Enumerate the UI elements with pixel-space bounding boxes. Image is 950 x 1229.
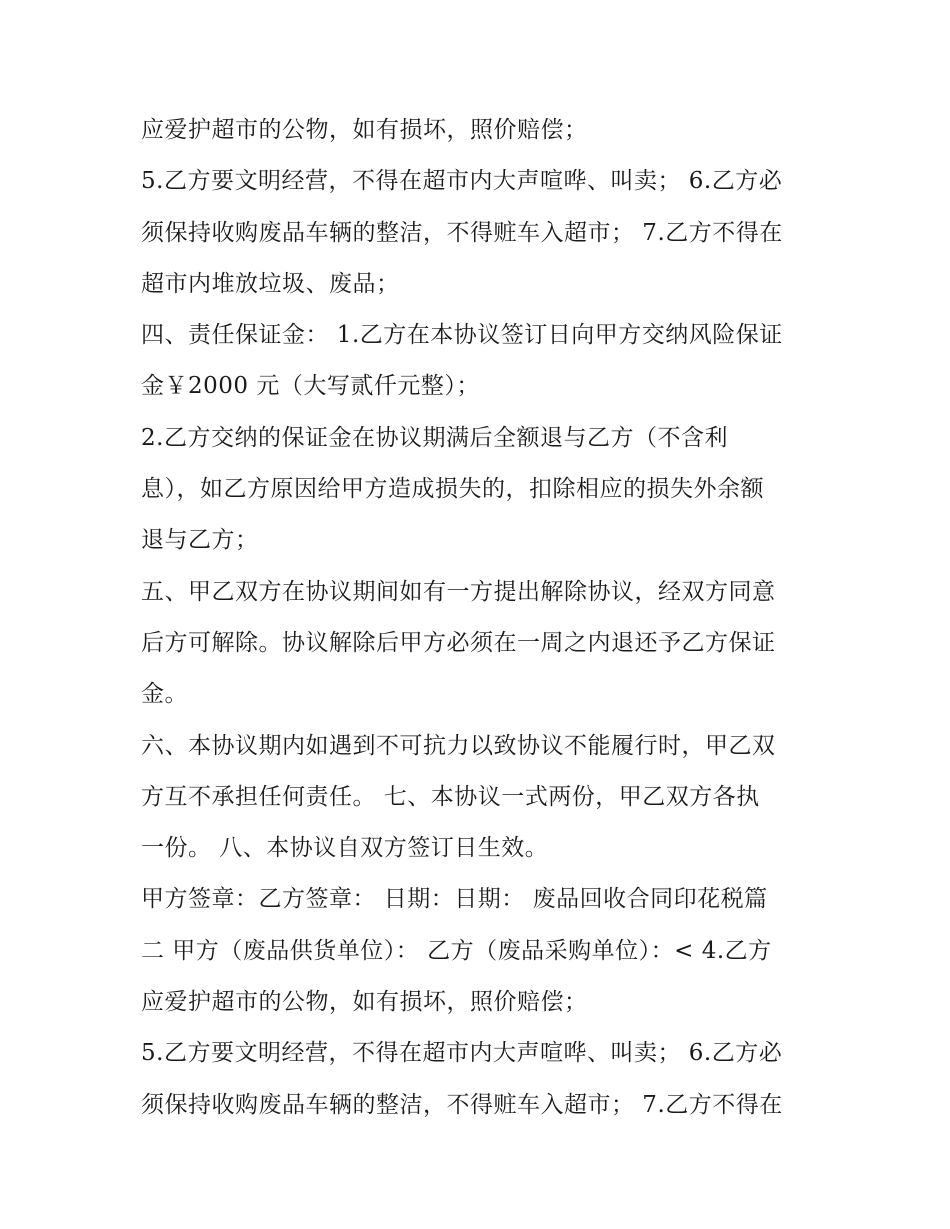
- text-line: 超市内堆放垃圾、废品；: [141, 270, 400, 297]
- text-line: 二 甲方（废品供货单位）： 乙方（废品采购单位）：< 4.乙方: [141, 937, 772, 964]
- text-line: 方互不承担任何责任。 七、本协议一式两份，甲乙双方各执: [141, 783, 760, 810]
- text-line: 金￥2000 元（大写贰仟元整）；: [141, 373, 480, 400]
- text-line: 五、甲乙双方在协议期间如有一方提出解除协议，经双方同意: [141, 578, 776, 605]
- text-line: 甲方签章：乙方签章： 日期：日期： 废品回收合同印花税篇: [141, 886, 768, 913]
- text-line: 应爱护超市的公物，如有损坏，照价赔偿；: [141, 989, 588, 1016]
- text-line: 退与乙方；: [141, 527, 259, 554]
- text-line: 应爱护超市的公物，如有损坏，照价赔偿；: [141, 117, 588, 143]
- document-body: [141, 105, 821, 1131]
- text-line: 六、本协议期内如遇到不可抗力以致协议不能履行时，甲乙双: [141, 732, 776, 759]
- text-line: 须保持收购废品车辆的整洁，不得赃车入超市； 7.乙方不得在: [141, 1091, 783, 1118]
- text-line: 5.乙方要文明经营，不得在超市内大声喧哗、叫卖； 6.乙方必: [141, 168, 783, 195]
- text-line: 一份。 八、本协议自双方签订日生效。: [141, 835, 549, 862]
- text-line: 5.乙方要文明经营，不得在超市内大声喧哗、叫卖； 6.乙方必: [141, 1040, 783, 1067]
- text-line: 2.乙方交纳的保证金在协议期满后全额退与乙方（不含利: [141, 424, 728, 451]
- text-line: 须保持收购废品车辆的整洁，不得赃车入超市； 7.乙方不得在: [141, 219, 783, 246]
- text-line: 后方可解除。协议解除后甲方必须在一周之内退还予乙方保证: [141, 629, 776, 656]
- text-line: 金。: [141, 681, 188, 708]
- text-line: 四、责任保证金： 1.乙方在本协议签订日向甲方交纳风险保证: [141, 322, 783, 349]
- text-line: 息），如乙方原因给甲方造成损失的，扣除相应的损失外余额: [141, 476, 764, 503]
